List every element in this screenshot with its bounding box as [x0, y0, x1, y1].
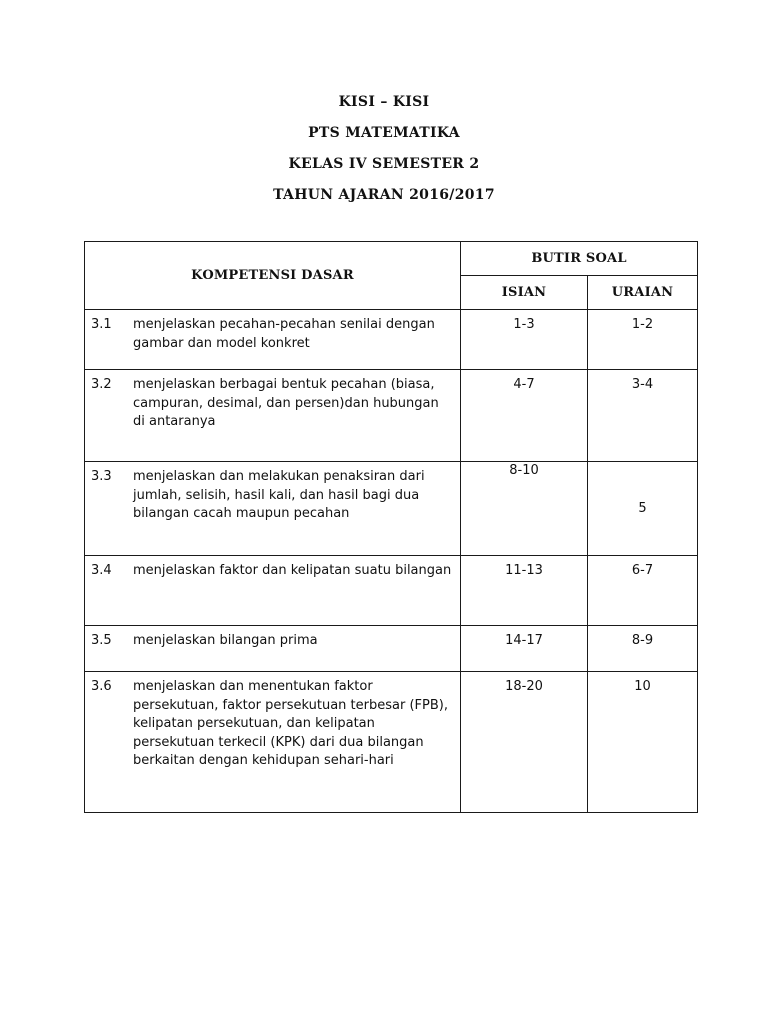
kompetensi-text: menjelaskan berbagai bentuk pecahan (biasa, campuran, desimal, dan persen)dan hubungan di antaranya: [133, 377, 439, 429]
title-academic-year: TAHUN AJARAN 2016/2017: [273, 187, 495, 203]
uraian-cell: 8-9: [588, 626, 698, 672]
table-row: [85, 672, 698, 813]
kompetensi-number: 3.6: [91, 679, 112, 694]
table-row: [85, 462, 698, 556]
isian-cell: 8-10: [461, 462, 588, 556]
table-header-row: [85, 242, 698, 276]
kompetensi-cell: [85, 462, 461, 556]
uraian-cell: 6-7: [588, 556, 698, 626]
kompetensi-text: menjelaskan dan melakukan penaksiran dari jumlah, selisih, hasil kali, dan hasil bagi dua bilangan cacah maupun pecahan: [133, 469, 425, 521]
header-butir-soal: BUTIR SOAL: [461, 242, 698, 276]
kompetensi-number: 3.1: [91, 317, 112, 332]
table-row: [85, 310, 698, 370]
kompetensi-number: 3.4: [91, 563, 112, 578]
kompetensi-number: 3.2: [91, 377, 112, 392]
kompetensi-cell: [85, 310, 461, 370]
kompetensi-text: menjelaskan faktor dan kelipatan suatu bilangan: [133, 563, 452, 578]
kompetensi-number: 3.5: [91, 633, 112, 648]
isian-cell: 4-7: [461, 370, 588, 462]
uraian-cell: 1-2: [588, 310, 698, 370]
header-uraian: URAIAN: [588, 276, 698, 310]
uraian-cell: 5: [588, 462, 698, 556]
uraian-cell: 10: [588, 672, 698, 813]
kompetensi-text: menjelaskan dan menentukan faktor persekutuan, faktor persekutuan terbesar (FPB), kelipatan persekutuan, dan kelipatan persekutuan terkecil (KPK) dari dua bilangan berkaitan dengan kehidupan sehari-hari: [133, 679, 448, 768]
isian-cell: 14-17: [461, 626, 588, 672]
uraian-cell: 3-4: [588, 370, 698, 462]
kompetensi-text: menjelaskan pecahan-pecahan senilai dengan gambar dan model konkret: [133, 317, 435, 351]
table-row: [85, 556, 698, 626]
kompetensi-cell: [85, 370, 461, 462]
isian-cell: 11-13: [461, 556, 588, 626]
kompetensi-cell: [85, 556, 461, 626]
kisi-kisi-table: [84, 241, 698, 813]
isian-cell: 1-3: [461, 310, 588, 370]
title-subject: PTS MATEMATIKA: [308, 125, 460, 141]
table-row: [85, 370, 698, 462]
header-isian: ISIAN: [461, 276, 588, 310]
kompetensi-number: 3.3: [91, 469, 112, 484]
kompetensi-cell: [85, 626, 461, 672]
document-title-block: [0, 92, 768, 216]
title-kisi: KISI – KISI: [338, 94, 430, 110]
kompetensi-cell: [85, 672, 461, 813]
isian-cell: 18-20: [461, 672, 588, 813]
kompetensi-text: menjelaskan bilangan prima: [133, 633, 318, 648]
header-kompetensi-dasar: KOMPETENSI DASAR: [85, 242, 461, 310]
table-row: [85, 626, 698, 672]
title-class-semester: KELAS IV SEMESTER 2: [288, 156, 480, 172]
